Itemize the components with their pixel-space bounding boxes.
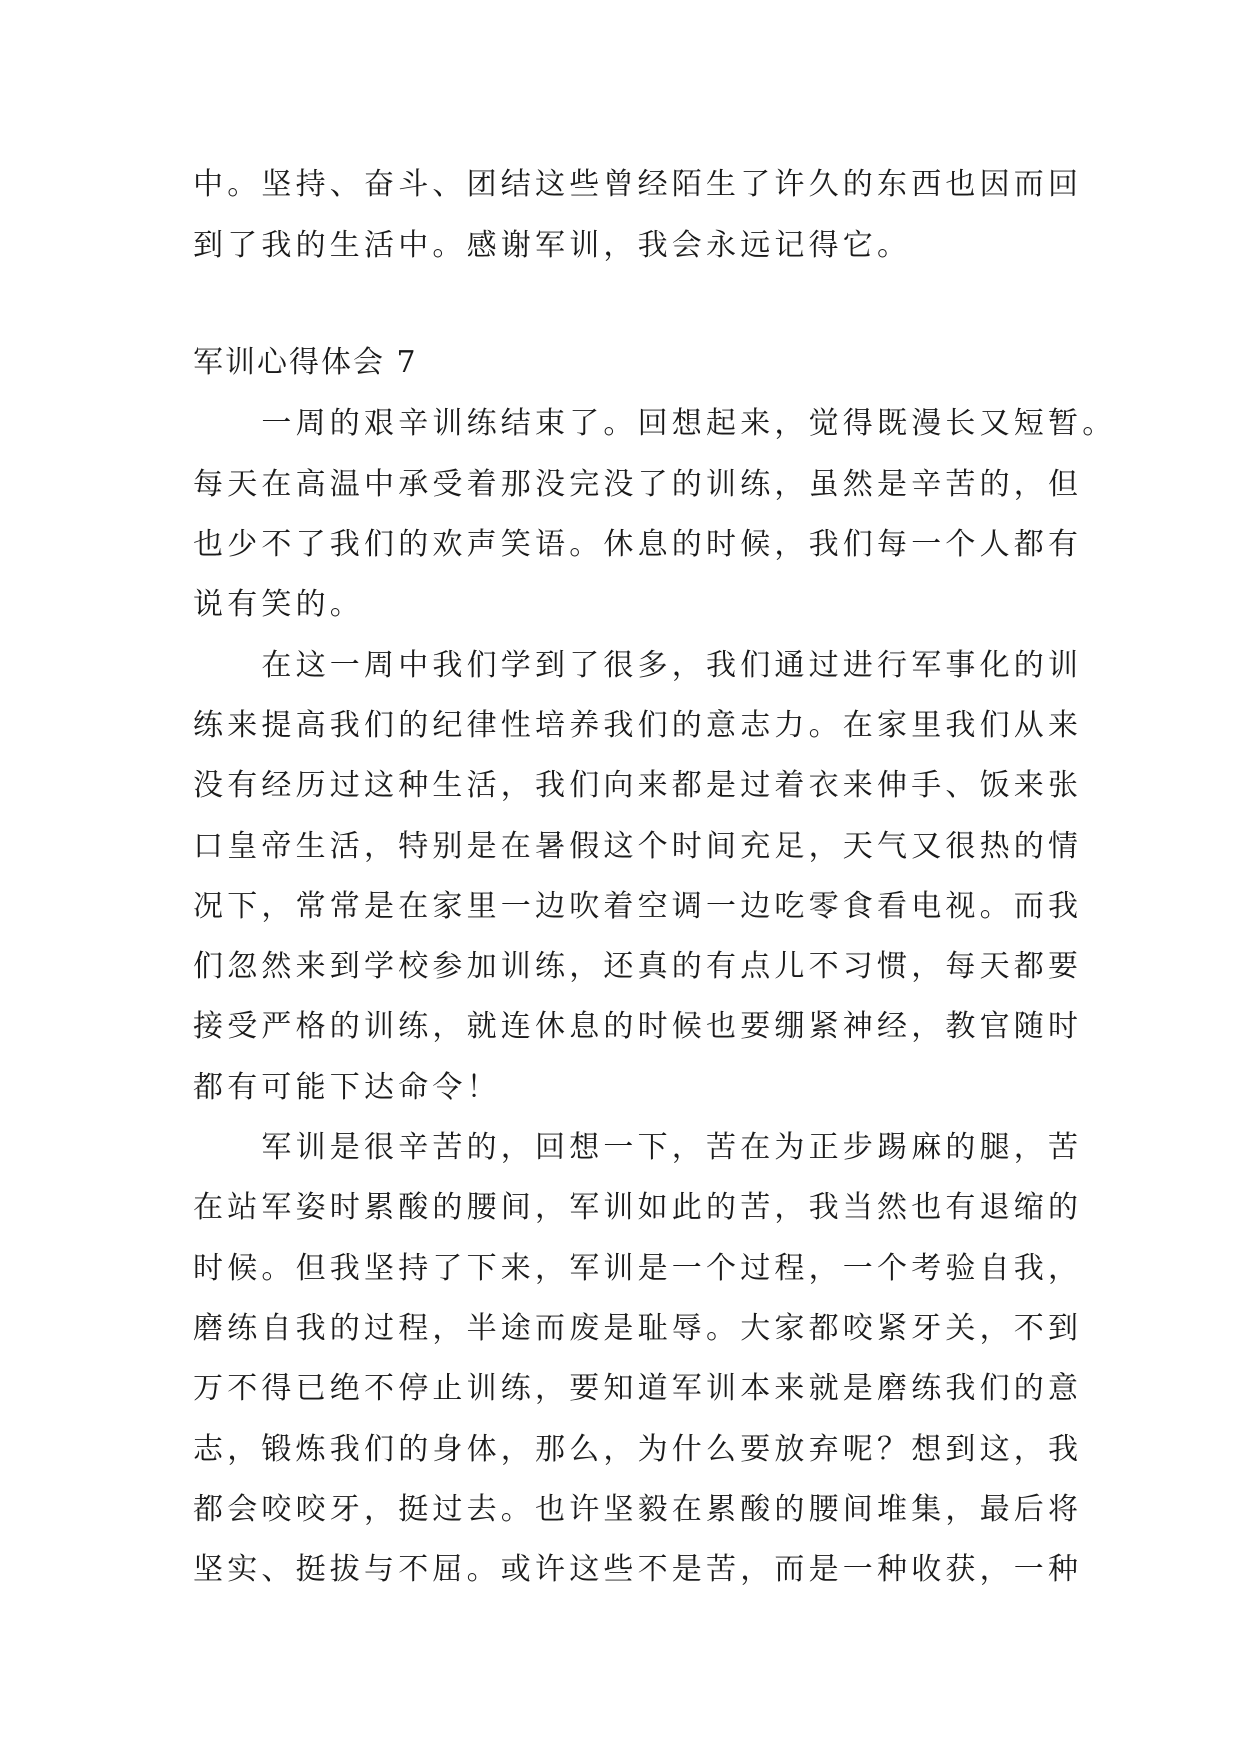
paragraph-line: 练来提高我们的纪律性培养我们的意志力。在家里我们从来 <box>193 708 1083 743</box>
paragraph-line: 没有经历过这种生活，我们向来都是过着衣来伸手、饭来张 <box>193 768 1083 803</box>
paragraph-line: 况下，常常是在家里一边吹着空调一边吃零食看电视。而我 <box>193 889 1083 924</box>
section-heading: 军训心得体会 7 <box>193 345 418 380</box>
paragraph-line: 军训是很辛苦的，回想一下，苦在为正步踢麻的腿，苦 <box>193 1130 1083 1165</box>
paragraph-line: 每天在高温中承受着那没完没了的训练，虽然是辛苦的，但 <box>193 467 1083 502</box>
paragraph-line: 都会咬咬牙，挺过去。也许坚毅在累酸的腰间堆集，最后将 <box>193 1492 1083 1527</box>
paragraph-line: 万不得已绝不停止训练，要知道军训本来就是磨练我们的意 <box>193 1371 1083 1406</box>
paragraph-line: 在站军姿时累酸的腰间，军训如此的苦，我当然也有退缩的 <box>193 1190 1083 1225</box>
paragraph-line: 接受严格的训练，就连休息的时候也要绷紧神经，教官随时 <box>193 1009 1083 1044</box>
paragraph-line: 们忽然来到学校参加训练，还真的有点儿不习惯，每天都要 <box>193 949 1083 984</box>
paragraph-line: 磨练自我的过程，半途而废是耻辱。大家都咬紧牙关，不到 <box>193 1311 1083 1346</box>
paragraph-line: 都有可能下达命令！ <box>193 1070 501 1105</box>
paragraph-line: 一周的艰辛训练结束了。回想起来，觉得既漫长又短暂。 <box>193 406 1117 441</box>
paragraph-line: 也少不了我们的欢声笑语。休息的时候，我们每一个人都有 <box>193 527 1083 562</box>
paragraph-line: 在这一周中我们学到了很多，我们通过进行军事化的训 <box>193 648 1083 683</box>
paragraph-line: 说有笑的。 <box>193 587 364 622</box>
paragraph-line: 坚实、挺拔与不屈。或许这些不是苦，而是一种收获，一种 <box>193 1552 1083 1587</box>
paragraph-line: 到了我的生活中。感谢军训，我会永远记得它。 <box>193 228 912 263</box>
paragraph-line: 时候。但我坚持了下来，军训是一个过程，一个考验自我， <box>193 1251 1083 1286</box>
paragraph-line: 志，锻炼我们的身体，那么，为什么要放弃呢？想到这，我 <box>193 1432 1083 1467</box>
paragraph-line: 口皇帝生活，特别是在暑假这个时间充足，天气又很热的情 <box>193 829 1083 864</box>
paragraph-line: 中。坚持、奋斗、团结这些曾经陌生了许久的东西也因而回 <box>193 167 1083 202</box>
